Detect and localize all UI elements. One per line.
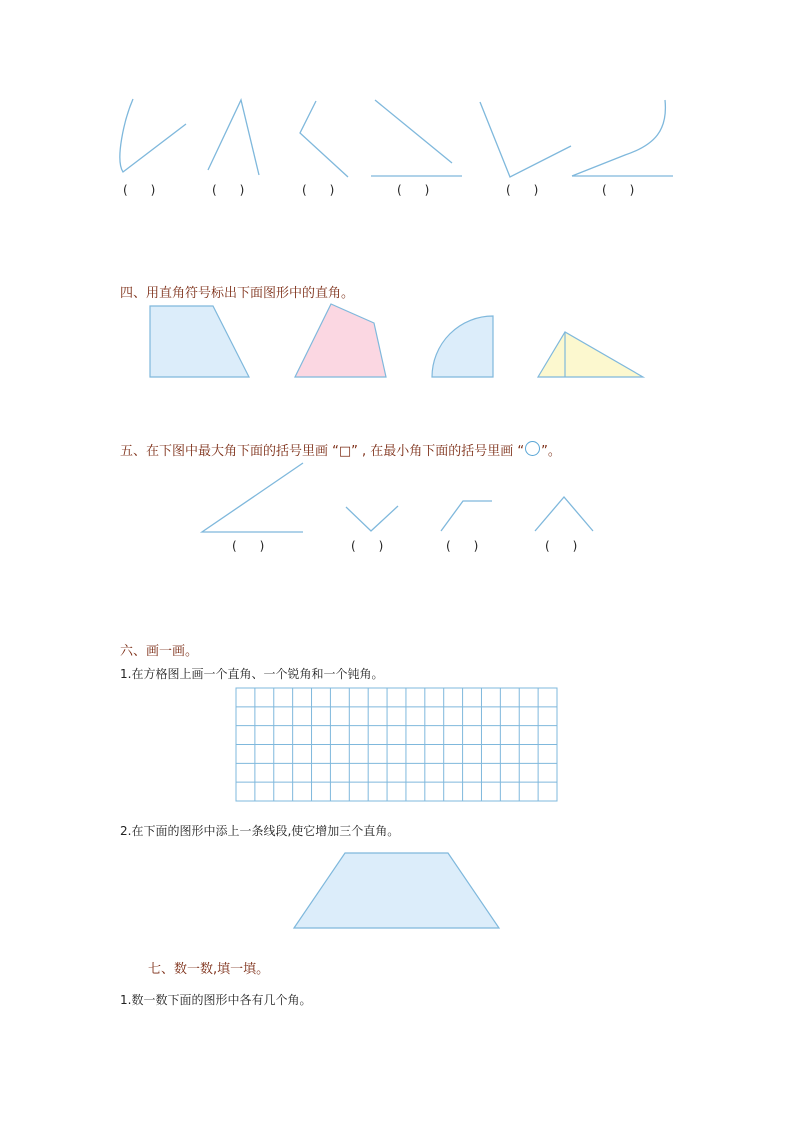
quarter-circle	[432, 316, 493, 377]
part7-heading: 七、数一数,填一填。	[148, 962, 270, 977]
angle-figure-4	[375, 100, 452, 163]
part5-heading-b: ” , 在最小角下面的括号里画 “	[351, 444, 525, 459]
part5-heading-a: 五、在下图中最大角下面的括号里画 “	[120, 444, 339, 459]
angle-figure-2	[208, 100, 259, 175]
part5-figures	[202, 463, 593, 532]
part4-heading: 四、用直角符号标出下面图形中的直角。	[120, 286, 355, 301]
part5-paren-1[interactable]: ( )	[232, 539, 265, 553]
curved-angle-figure-6	[572, 100, 665, 176]
angle-figure-3	[300, 101, 348, 177]
part3-paren-5[interactable]: ( )	[506, 183, 539, 197]
part6-question-2: 2.在下面的图形中添上一条线段,使它增加三个直角。	[120, 824, 400, 838]
angle-d	[535, 497, 593, 531]
part3-paren-2[interactable]: ( )	[212, 183, 245, 197]
part6-question-1: 1.在方格图上画一个直角、一个锐角和一个钝角。	[120, 667, 384, 681]
part3-paren-4[interactable]: ( )	[397, 183, 430, 197]
part5-heading-c: ”。	[541, 444, 561, 459]
part5-paren-2[interactable]: ( )	[351, 539, 384, 553]
part3-paren-6[interactable]: ( )	[602, 183, 635, 197]
right-trapezoid	[150, 306, 249, 377]
curved-angle-figure-1	[120, 99, 186, 172]
angle-figure-5	[480, 102, 571, 177]
circle-mark-icon	[525, 441, 540, 456]
isosceles-trapezoid	[294, 853, 499, 928]
part3-figures	[120, 99, 673, 177]
part3-paren-3[interactable]: ( )	[302, 183, 335, 197]
angle-a	[202, 463, 303, 532]
pink-quadrilateral	[295, 304, 386, 377]
angle-c	[441, 501, 492, 531]
square-mark: □	[338, 444, 352, 459]
square-grid	[236, 688, 557, 801]
part6-heading: 六、画一画。	[120, 644, 199, 659]
yellow-triangle	[538, 332, 643, 377]
part5-paren-4[interactable]: ( )	[545, 539, 578, 553]
part7-question-1: 1.数一数下面的图形中各有几个角。	[120, 993, 312, 1007]
part4-figures	[150, 304, 643, 377]
part3-paren-1[interactable]: ( )	[123, 183, 156, 197]
part5-heading	[120, 440, 561, 459]
part5-paren-3[interactable]: ( )	[446, 539, 479, 553]
angle-b	[346, 506, 398, 531]
